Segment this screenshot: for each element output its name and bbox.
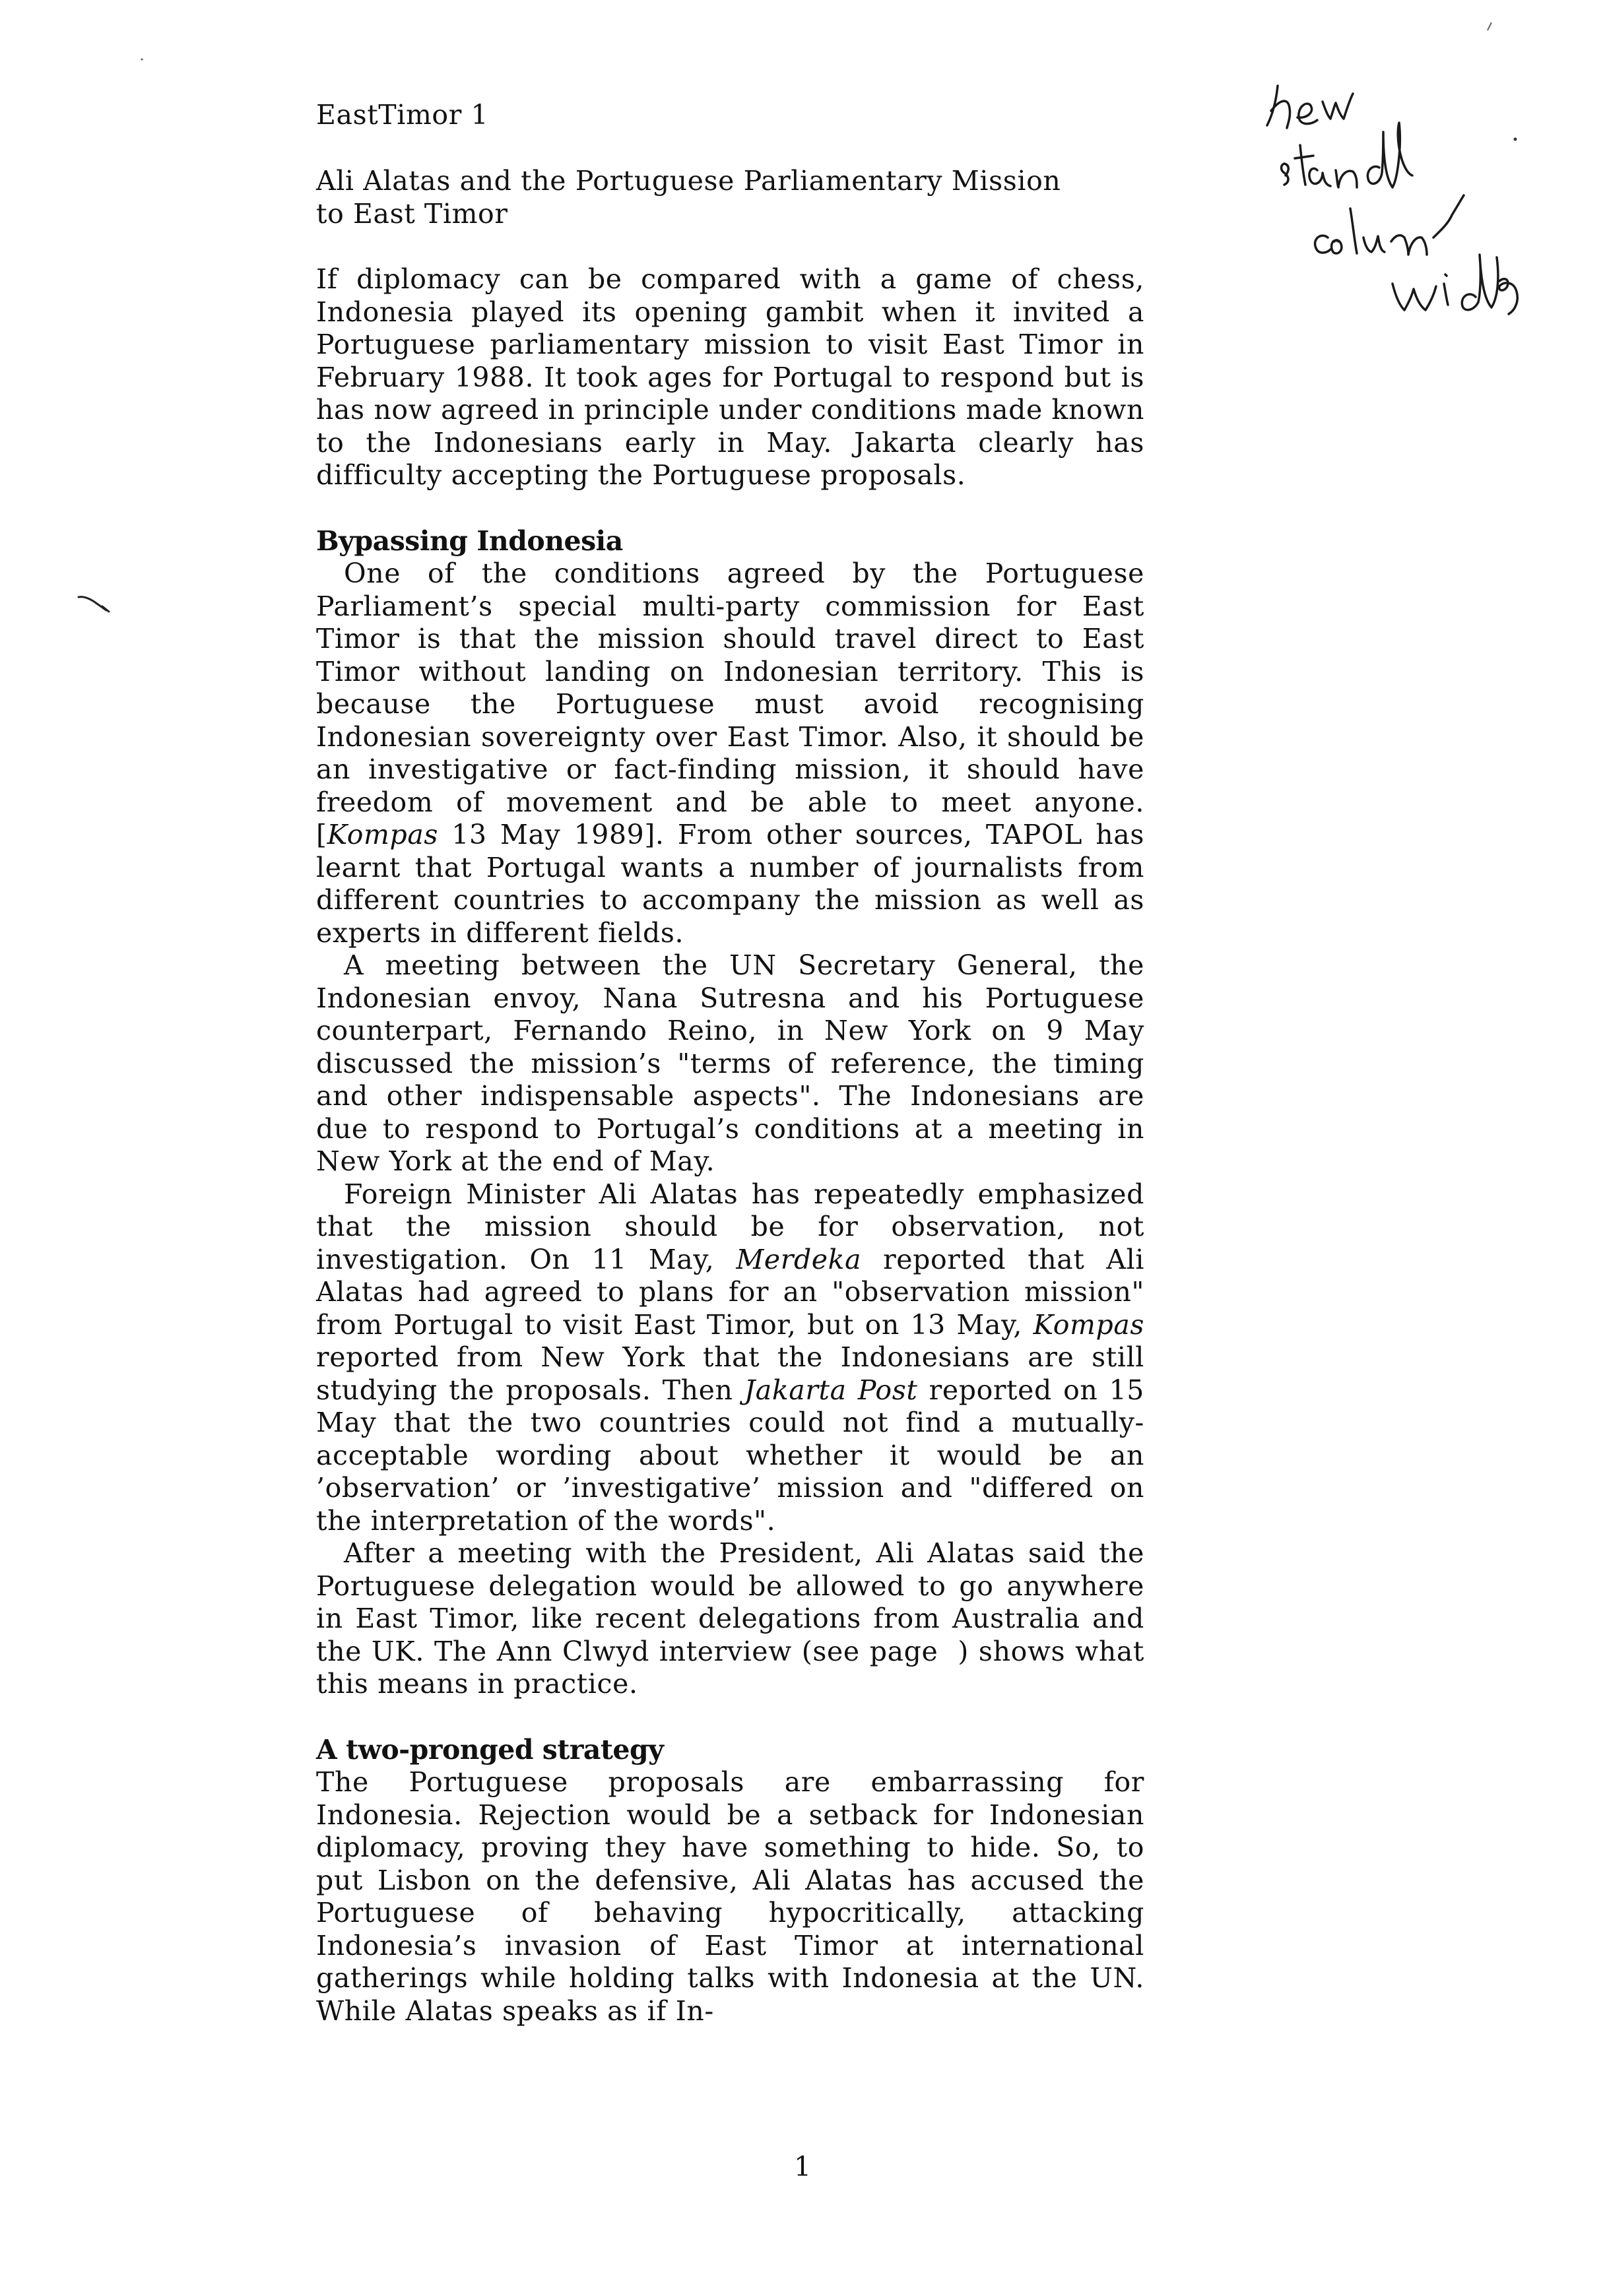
stray-dot	[1511, 135, 1519, 143]
section-1-paragraph-2: A meeting between the UN Secretary General, the Indonesian envoy, Nana Sutresna and his Portuguese counterpart, Fernando Reino, in New York on 9 May discussed the mission’s "terms of reference, the timing and other indispensable aspects". The Indonesians are due to respond to Portugal’s conditions at a meeting in New York at the end of May.	[316, 949, 1144, 1177]
text-run: Foreign Minister Ali Alatas has repeatedly emphasized that the mission should be for observation, not investigation. On 11 May,	[316, 1178, 1144, 1275]
text-run: reported that Ali Alatas had agreed to plans for an "observation mission" from Portugal to visit East Timor, but on 13 May,	[316, 1243, 1144, 1341]
section-2-paragraph-1: The Portuguese proposals are embarrassing for Indonesia. Rejection would be a setback for Indonesian diplomacy, proving they have something to hide. So, to put Lisbon on the defensive, Ali Alatas has accused the Portuguese of behaving hypocritically, attacking Indonesia’s invasion of East Timor at international gatherings while holding talks with Indonesia at the UN. While Alatas speaks as if In-	[316, 1766, 1144, 2027]
text-run: reported on 15 May that the two countries could not find a mutually-acceptable wording about whether it would be an ’observation’ or ’investigative’ mission and "differed on the interpretation of the words".	[316, 1374, 1144, 1537]
text-run: reported from New York that the Indonesians are still studying the proposals. Then	[316, 1341, 1144, 1406]
section-1-paragraph-3	[316, 1178, 1144, 1538]
section-1-paragraph-4: After a meeting with the President, Ali Alatas said the Portuguese delegation would be allowed to go anywhere in East Timor, like recent delegations from Australia and the UK. The Ann Clwyd interview (see page ) shows what this means in practice.	[316, 1537, 1144, 1700]
article-title-line-1: Ali Alatas and the Portuguese Parliamentary Mission	[316, 165, 1061, 197]
section-heading-bypassing-indonesia: Bypassing Indonesia	[316, 525, 623, 557]
publication-name: Kompas	[1033, 1308, 1144, 1341]
publication-name: Jakarta Post	[744, 1374, 918, 1406]
publication-name: Merdeka	[736, 1243, 862, 1275]
article-column	[316, 99, 1144, 2027]
stray-dot	[139, 56, 145, 63]
article-title	[316, 165, 1144, 230]
document-label: EastTimor 1	[316, 99, 489, 131]
intro-paragraph: If diplomacy can be compared with a game of chess, Indonesia played its opening gambit when it invited a Portuguese parliamentary mission to visit East Timor in February 1988. It took ages for Portugal to respond but is has now agreed in principle under conditions made known to the Indonesians early in May. Jakarta clearly has difficulty accepting the Portuguese proposals.	[316, 263, 1144, 491]
text-run: One of the conditions agreed by the Portuguese Parliament’s special multi-party commission for East Timor is that the mission should travel direct to East Timor without landing on Indonesian territory. This is because the Portuguese must avoid recognising Indonesian sovereignty over East Timor. Also, it should be an investigative or fact-finding mission, it should have freedom of movement and be able to meet anyone. [	[316, 558, 1144, 850]
page-number: 1	[793, 2151, 812, 2183]
handwritten-note-drawing	[1254, 59, 1597, 336]
text-run: 13 May 1989]. From other sources, TAPOL has learnt that Portugal wants a number of journalists from different countries to accompany the mission as well as experts in different fields.	[316, 819, 1144, 949]
article-title-line-2: to East Timor	[316, 197, 508, 230]
margin-check-mark	[76, 590, 115, 617]
publication-name: Kompas	[327, 819, 439, 850]
section-1-paragraph-1	[316, 558, 1144, 949]
stray-mark	[1485, 20, 1495, 33]
section-heading-two-pronged-strategy: A two-pronged strategy	[316, 1733, 664, 1766]
article-body	[316, 263, 1144, 2027]
